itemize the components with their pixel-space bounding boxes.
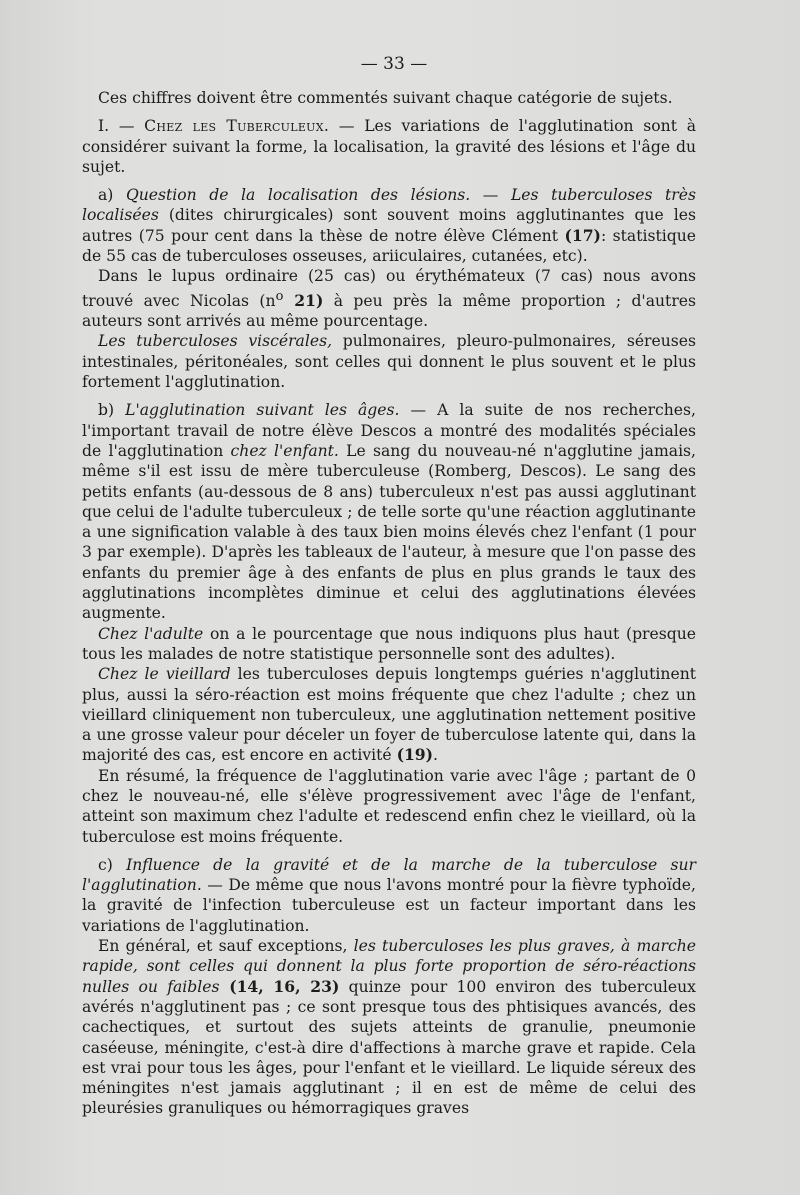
paragraph-adulte: [82, 624, 696, 665]
reference-number: (17): [564, 225, 601, 245]
paragraph-lupus: [82, 266, 696, 331]
subsection-heading-a: Question de la localisation des lésions. — Les tuberculoses très localisées: [82, 186, 696, 225]
paragraph-text: les tuberculoses depuis longtemps guéries n'agglutinent plus, aussi la séro-réaction est moins fréquente que chez l'adulte ; chez un vieillard cliniquement non tuberculeux, une agglutination nettement positive a une grosse valeur pour déceler un foyer de tuberculose latente qui, dans la majorité des cas, est encore en activité: [82, 665, 696, 765]
emphasis-text: Chez l'adulte: [98, 624, 204, 643]
paragraph-gravite: [82, 855, 696, 936]
paragraph-general: [82, 936, 696, 1119]
paragraph-text: (dites chirurgicales) sont souvent moins agglutinantes que les autres (75 pour cent dans la thèse de notre élève Clément: [82, 206, 696, 245]
paragraph-ages: [82, 400, 696, 623]
paragraph-text: Dans le lupus ordinaire (25 cas) ou érythémateux (7 cas) nous avons trouvé avec Nicolas (n: [82, 267, 696, 310]
reference-number: (14, 16, 23): [219, 976, 340, 996]
subsection-label-a: a): [98, 186, 126, 205]
paragraph-text: — De même que nous l'avons montré pour la fièvre typhoïde, la gravité de l'infection tuberculeuse est un facteur important dans les variations de l'agglutination.: [82, 876, 696, 935]
emphasis-text: Chez le vieillard: [98, 665, 231, 684]
emphasis-text: chez l'enfant.: [230, 441, 339, 460]
paragraph-resume: [82, 766, 696, 847]
paragraph-intro: [82, 88, 696, 108]
paragraph-vieillard: [82, 664, 696, 765]
superscript: o: [275, 288, 284, 304]
paragraph-text: pulmonaires, pleuro-pulmonaires, séreuses intestinales, péritonéales, sont celles qui donnent le plus souvent et le plus fortement l'agglutination.: [82, 332, 697, 392]
paragraph-section-1: [82, 116, 696, 177]
emphasis-text: les tuberculoses les plus graves, à marche rapide, sont celles qui donnent la plus forte proportion de séro-réactions nulles ou faibles: [82, 937, 696, 996]
paragraph-text: — A la suite de nos recherches, l'important travail de notre élève Descos a montré des modalités spéciales de l'agglutination: [82, 401, 696, 460]
paragraph-text: : statistique de 55 cas de tuberculoses osseuses, ariiculaires, cutanées, etc).: [82, 226, 696, 266]
page-number: — 33 —: [360, 54, 428, 74]
reference-number: 21): [283, 290, 324, 310]
section-text: — Les variations de l'agglutination sont à considérer suivant la forme, la localisation, la gravité des lésions et l'âge du sujet.: [82, 117, 696, 176]
subsection-label-b: b): [98, 401, 126, 420]
paragraph-text: En résumé, la fréquence de l'agglutination varie avec l'âge ; partant de 0 chez le nouveau-né, elle s'élève progressivement avec l'âge de l'enfant, atteint son maximum chez l'adulte et redescend enfin chez le vieillard, où la tuberculose est moins fréquente.: [82, 766, 696, 846]
paragraph-text: Le sang du nouveau-né n'agglutine jamais, même s'il est issu de mère tuberculeuse (Romberg, Descos). Le sang des petits enfants (au-dessous de 8 ans) tuberculeux n'est pas aussi agglutinant que celui de l'adulte tuberculeux ; de telle sorte qu'une réaction agglutinante a une signification valable à des taux bien moins élevés chez l'enfant (1 pour 3 par exemple). D'après les tableaux de l'auteur, à mesure que l'on passe des enfants du premier âge à des enfants de plus en plus grands le taux des agglutinations incomplètes diminue et celui des agglutinations élevées augmente.: [82, 441, 697, 623]
subsection-label-c: c): [98, 855, 127, 874]
paragraph-text: on a le pourcentage que nous indiquons plus haut (presque tous les malades de notre statistique personnelle sont des adultes).: [82, 624, 696, 663]
section-number: I. —: [98, 117, 145, 136]
paragraph-text: .: [433, 746, 439, 765]
paragraph-visceral: [82, 331, 696, 392]
paragraph-text: quinze pour 100 environ des tuberculeux avérés n'agglutinent pas ; ce sont presque tous des phtisiques avancés, des cachectiques, et surtout des sujets atteints de granulie, pneumonie caséeuse, méningite, c'est-à dire d'affections à marche grave et rapide. Cela est vrai pour tous les âges, pour l'enfant et le vieillard. Le liquide séreux des méningites n'est jamais agglutinant ; il en est de même de celui des pleurésies granuliques ou hémorragiques graves: [82, 977, 696, 1118]
section-heading: Chez les Tuberculeux.: [144, 117, 330, 136]
paragraph-text: à peu près la même proportion ; d'autres auteurs sont arrivés au même pourcentage.: [82, 291, 697, 331]
body-text: [82, 88, 696, 1119]
emphasis-text: Les tuberculoses viscérales,: [98, 332, 333, 351]
subsection-heading-c: Influence de la gravité et de la marche de la tuberculose sur l'agglutination.: [82, 855, 696, 895]
paragraph-text: En général, et sauf exceptions,: [98, 937, 354, 956]
subsection-heading-b: L'agglutination suivant les âges.: [125, 401, 400, 420]
paragraph-localisation: [82, 185, 696, 266]
intro-text: Ces chiffres doivent être commentés suivant chaque catégorie de sujets.: [98, 89, 673, 107]
reference-number: (19): [396, 745, 434, 765]
